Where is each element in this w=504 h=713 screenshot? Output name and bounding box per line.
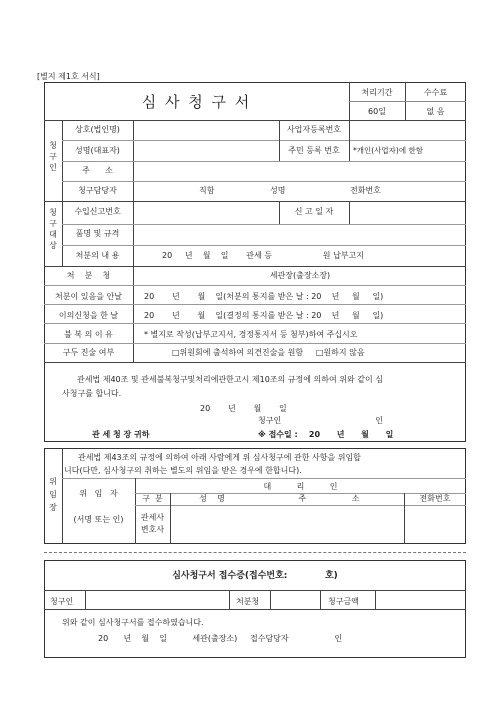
declaration-text-1: 관세법 제40조 및 관세불복청구및처리에관한고시 제10조의 규정에 의하여 위와 같이 심 bbox=[77, 375, 383, 384]
id-note: *개인(사업자)에 한함 bbox=[353, 146, 423, 155]
receipt-amount-label: 청구금액 bbox=[328, 597, 359, 606]
name-label: 성명(대표자) bbox=[75, 146, 120, 155]
contact-label: 청구담당자 bbox=[78, 186, 117, 195]
declarant-label: 신 고 일 자 bbox=[294, 207, 334, 216]
agent-phone-field[interactable] bbox=[405, 506, 465, 543]
company-label: 상호(법인명) bbox=[75, 125, 120, 134]
delegation-text-1: 관세법 제43조의 규정에 의하여 아래 사람에게 위 심사청구에 관한 사항을 위임합 bbox=[78, 453, 361, 462]
form-title: 심 사 청 구 서 bbox=[141, 93, 252, 111]
oral-label: 구두 진술 여부 bbox=[62, 348, 115, 357]
address-label: 주 소 bbox=[82, 166, 113, 175]
biz-no-field[interactable] bbox=[350, 121, 465, 139]
company-field[interactable] bbox=[134, 121, 278, 139]
agent-row-label: 관세사 변호사 bbox=[140, 513, 165, 534]
addressee: 관 세 청 장 귀하 bbox=[92, 430, 150, 439]
period-label: 처리기간 bbox=[361, 88, 393, 97]
id-label: 주민 등록 번호 bbox=[288, 146, 340, 155]
col-phone: 전화번호 bbox=[419, 494, 451, 503]
col-name: 성 명 bbox=[199, 494, 225, 503]
form-label: [별지 제1호 서식] bbox=[37, 72, 100, 81]
sign-label: (서명 또는 인) bbox=[73, 515, 124, 524]
known-date-label: 처분이 있음을 안날 bbox=[55, 292, 122, 301]
col-type: 구 분 bbox=[142, 494, 163, 503]
biz-no-label: 사업자등록번호 bbox=[286, 125, 342, 134]
request-date-value: 20 년 월 일(결정의 통지를 받은 날 : 20 년 월 일) bbox=[144, 311, 384, 320]
receipt-title: 심사청구서 접수증(접수번호: 호) bbox=[172, 571, 338, 581]
oral-value[interactable]: □위원회에 출석하여 의견진술을 원함 □원하지 않음 bbox=[172, 348, 365, 357]
receipt-date: ※ 접수일 : 20 년 월 일 bbox=[258, 430, 394, 439]
declaration-date: 20 년 월 일 bbox=[200, 404, 287, 413]
address-field[interactable] bbox=[134, 162, 465, 180]
fee-label: 수수료 bbox=[423, 88, 448, 97]
item-label: 품명 및 규격 bbox=[75, 229, 120, 238]
known-date-value: 20 년 월 일(처분의 통지를 받은 날 : 20 년 월 일) bbox=[144, 292, 384, 301]
target-side-label: 청 구 대 상 bbox=[49, 208, 57, 250]
declaration-text-2: 사청구를 합니다. bbox=[62, 389, 122, 398]
request-date-label: 이의신청을 한 날 bbox=[58, 311, 119, 320]
reason-value: * 별지로 작성(납부고지서, 경정통지서 등 첨부)하여 주십시오 bbox=[144, 330, 358, 339]
name-field[interactable] bbox=[134, 141, 278, 160]
claimant-side-label: 청 구 인 bbox=[49, 141, 57, 172]
agent-label: 대 리 인 bbox=[263, 482, 338, 491]
item-field[interactable] bbox=[134, 225, 465, 244]
delegation-text-2: 니다(다만, 심사청구의 취하는 별도의 위임을 받은 경우에 한합니다). bbox=[64, 466, 302, 475]
declare-date-field[interactable] bbox=[350, 202, 465, 223]
col-addr: 주 소 bbox=[298, 494, 360, 503]
office-value: 세관장(출장소장) bbox=[269, 271, 331, 280]
receipt-office-label: 처분청 bbox=[236, 597, 260, 606]
office-label: 처 분 청 bbox=[66, 271, 111, 280]
receipt-claimant-label: 청구인 bbox=[50, 597, 74, 606]
delegator-label: 위 임 자 bbox=[79, 489, 118, 498]
receipt-text: 위와 같이 심사청구서를 접수하였습니다. bbox=[62, 618, 204, 627]
import-no-label: 수입신고번호 bbox=[74, 207, 121, 216]
cut-line bbox=[44, 552, 466, 553]
period-value: 60일 bbox=[368, 107, 386, 116]
receipt-footer: 20 년 월 일 세관(출장소) 접수담당자 인 bbox=[98, 634, 343, 643]
import-no-field[interactable] bbox=[134, 202, 278, 223]
person-name-label: 성명 bbox=[270, 186, 286, 195]
reason-label: 불 복 의 이 유 bbox=[64, 330, 113, 339]
fee-value: 없 음 bbox=[426, 107, 445, 116]
declaration-claimant: 청구인 인 bbox=[258, 416, 384, 425]
position-label: 직함 bbox=[199, 186, 215, 195]
disposition-value: 20 년 월 일 관세 등 원 납부고지 bbox=[162, 251, 364, 260]
agent-name-field[interactable] bbox=[171, 506, 403, 543]
delegation-side-label: 위 임 장 bbox=[49, 477, 57, 512]
disposition-label: 처분의 내 용 bbox=[75, 251, 120, 260]
phone-label: 전화번호 bbox=[350, 186, 381, 195]
